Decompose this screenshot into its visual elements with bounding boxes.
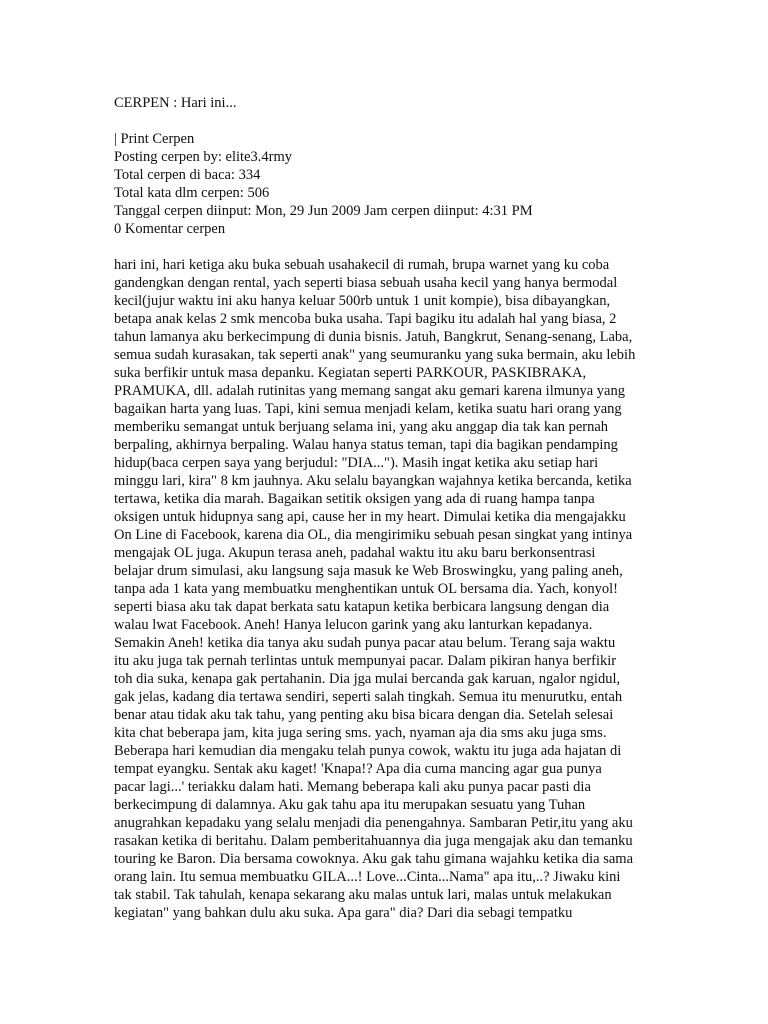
story-body [114, 256, 664, 922]
print-cerpen-link[interactable]: | Print Cerpen [114, 131, 195, 147]
story-line: semua sudah kurasakan, tak seperti anak" yang seumuranku yang suka bermain, aku lebih [114, 347, 636, 363]
story-line: walau lwat Facebook. Aneh! Hanya lelucon garink yang aku lanturkan kepadanya. [114, 617, 593, 633]
meta-author: Posting cerpen by: elite3.4rmy [114, 149, 292, 165]
story-line: tak stabil. Tak tahulah, kenapa sekarang aku malas untuk lari, malas untuk melakukan [114, 887, 612, 903]
story-line: minggu lari, kira" 8 km jauhnya. Aku selalu bayangkan wajahnya ketika bercanda, ketika [114, 473, 632, 489]
story-line: benar atau tidak aku tak tahu, yang penting aku bisa bicara dengan dia. Setelah selesai [114, 707, 614, 723]
story-line: Beberapa hari kemudian dia mengaku telah punya cowok, waktu itu juga ada hajatan di [114, 743, 622, 759]
story-line: gandengkan dengan rental, yach seperti biasa sebuah usaha kecil yang hanya bermodal [114, 275, 618, 291]
story-line: orang lain. Itu semua membuatku GILA...! Love...Cinta...Nama" apa itu,..? Jiwaku kini [114, 869, 621, 885]
story-line: seperti biasa aku tak dapat berkata satu katapun ketika berbicara langsung dengan dia [114, 599, 610, 615]
story-line: tanpa ada 1 kata yang membuatku menghentikan untuk OL bersama dia. Yach, konyol! [114, 581, 619, 597]
story-line: belajar drum simulasi, aku langsung saja masuk ke Web Broswingku, yang paling aneh, [114, 563, 623, 579]
story-line: pacar lagi...' teriakku dalam hati. Memang beberapa kali aku punya pacar pasti dia [114, 779, 591, 795]
story-line: tertawa, ketika dia marah. Bagaikan setitik oksigen yang ada di ruang hampa tanpa [114, 491, 595, 507]
story-line: gak jelas, kadang dia tertawa sendiri, seperti salah tingkah. Semua itu menurutku, entah [114, 689, 623, 705]
story-line: betapa anak kelas 2 smk mencoba buka usaha. Tapi bagiku itu adalah hal yang biasa, 2 [114, 311, 617, 327]
story-line: tahun lamanya aku berkecimpung di dunia bisnis. Jatuh, Bangkrut, Senang-senang, Laba, [114, 329, 633, 345]
story-line: PRAMUKA, dll. adalah rutinitas yang memang sangat aku gemari karena ilmunya yang [114, 383, 625, 399]
meta-comments[interactable]: 0 Komentar cerpen [114, 221, 226, 237]
story-line: Semakin Aneh! ketika dia tanya aku sudah punya pacar atau belum. Terang saja waktu [114, 635, 616, 651]
story-line: oksigen untuk hidupnya sang api, cause her in my heart. Dimulai ketika dia mengajakku [114, 509, 626, 525]
meta-read-count: Total cerpen di baca: 334 [114, 167, 261, 183]
story-line: hidup(baca cerpen saya yang berjudul: "DIA..."). Masih ingat ketika aku setiap hari [114, 455, 599, 471]
story-line: toh dia suka, kenapa gak pertahanin. Dia jga mulai bercanda gak karuan, ngalor ngidul, [114, 671, 621, 687]
document-meta [114, 130, 664, 238]
story-line: bagaikan harta yang luas. Tapi, kini semua menjadi kelam, ketika suatu hari orang yang [114, 401, 622, 417]
story-line: berpaling, akhirnya berpaling. Walau hanya status teman, tapi dia bagikan pendamping [114, 437, 618, 453]
story-line: rasakan ketika di beritahu. Dalam pemberitahuannya dia juga mengajak aku dan temanku [114, 833, 633, 849]
meta-date: Tanggal cerpen diinput: Mon, 29 Jun 2009 Jam cerpen diinput: 4:31 PM [114, 203, 533, 219]
story-line: kita chat beberapa jam, kita juga sering sms. yach, nyaman aja dia sms aku juga sms. [114, 725, 607, 741]
story-line: anugrahkan kepadaku yang selalu menjadi dia penengahnya. Sambaran Petir,itu yang aku [114, 815, 633, 831]
story-line: hari ini, hari ketiga aku buka sebuah usahakecil di rumah, brupa warnet yang ku coba [114, 257, 610, 273]
story-line: kecil(jujur waktu ini aku hanya keluar 500rb untuk 1 unit kompie), bisa dibayangkan, [114, 293, 611, 309]
document-title: CERPEN : Hari ini... [114, 95, 237, 111]
story-line: memberiku semangat untuk berjuang selama ini, yang aku anggap dia tak kan pernah [114, 419, 609, 435]
story-line: touring ke Baron. Dia bersama cowoknya. Aku gak tahu gimana wajahku ketika dia sama [114, 851, 634, 867]
story-line: tempat eyangku. Sentak aku kaget! 'Knapa!? Apa dia cuma mancing agar gua punya [114, 761, 602, 777]
document-page [114, 94, 664, 922]
meta-word-count: Total kata dlm cerpen: 506 [114, 185, 270, 201]
story-line: berkecimpung di dalamnya. Aku gak tahu apa itu merupakan sesuatu yang Tuhan [114, 797, 586, 813]
story-line: suka berfikir untuk masa depanku. Kegiatan seperti PARKOUR, PASKIBRAKA, [114, 365, 587, 381]
story-line: itu aku juga tak pernah terlintas untuk mempunyai pacar. Dalam pikiran hanya berfikir [114, 653, 617, 669]
story-line: mengajak OL juga. Akupun terasa aneh, padahal waktu itu aku baru berkonsentrasi [114, 545, 596, 561]
story-line: On Line di Facebook, karena dia OL, dia mengirimiku sebuah pesan singkat yang intinya [114, 527, 633, 543]
story-line: kegiatan" yang bahkan dulu aku suka. Apa gara" dia? Dari dia sebagi tempatku [114, 905, 573, 921]
